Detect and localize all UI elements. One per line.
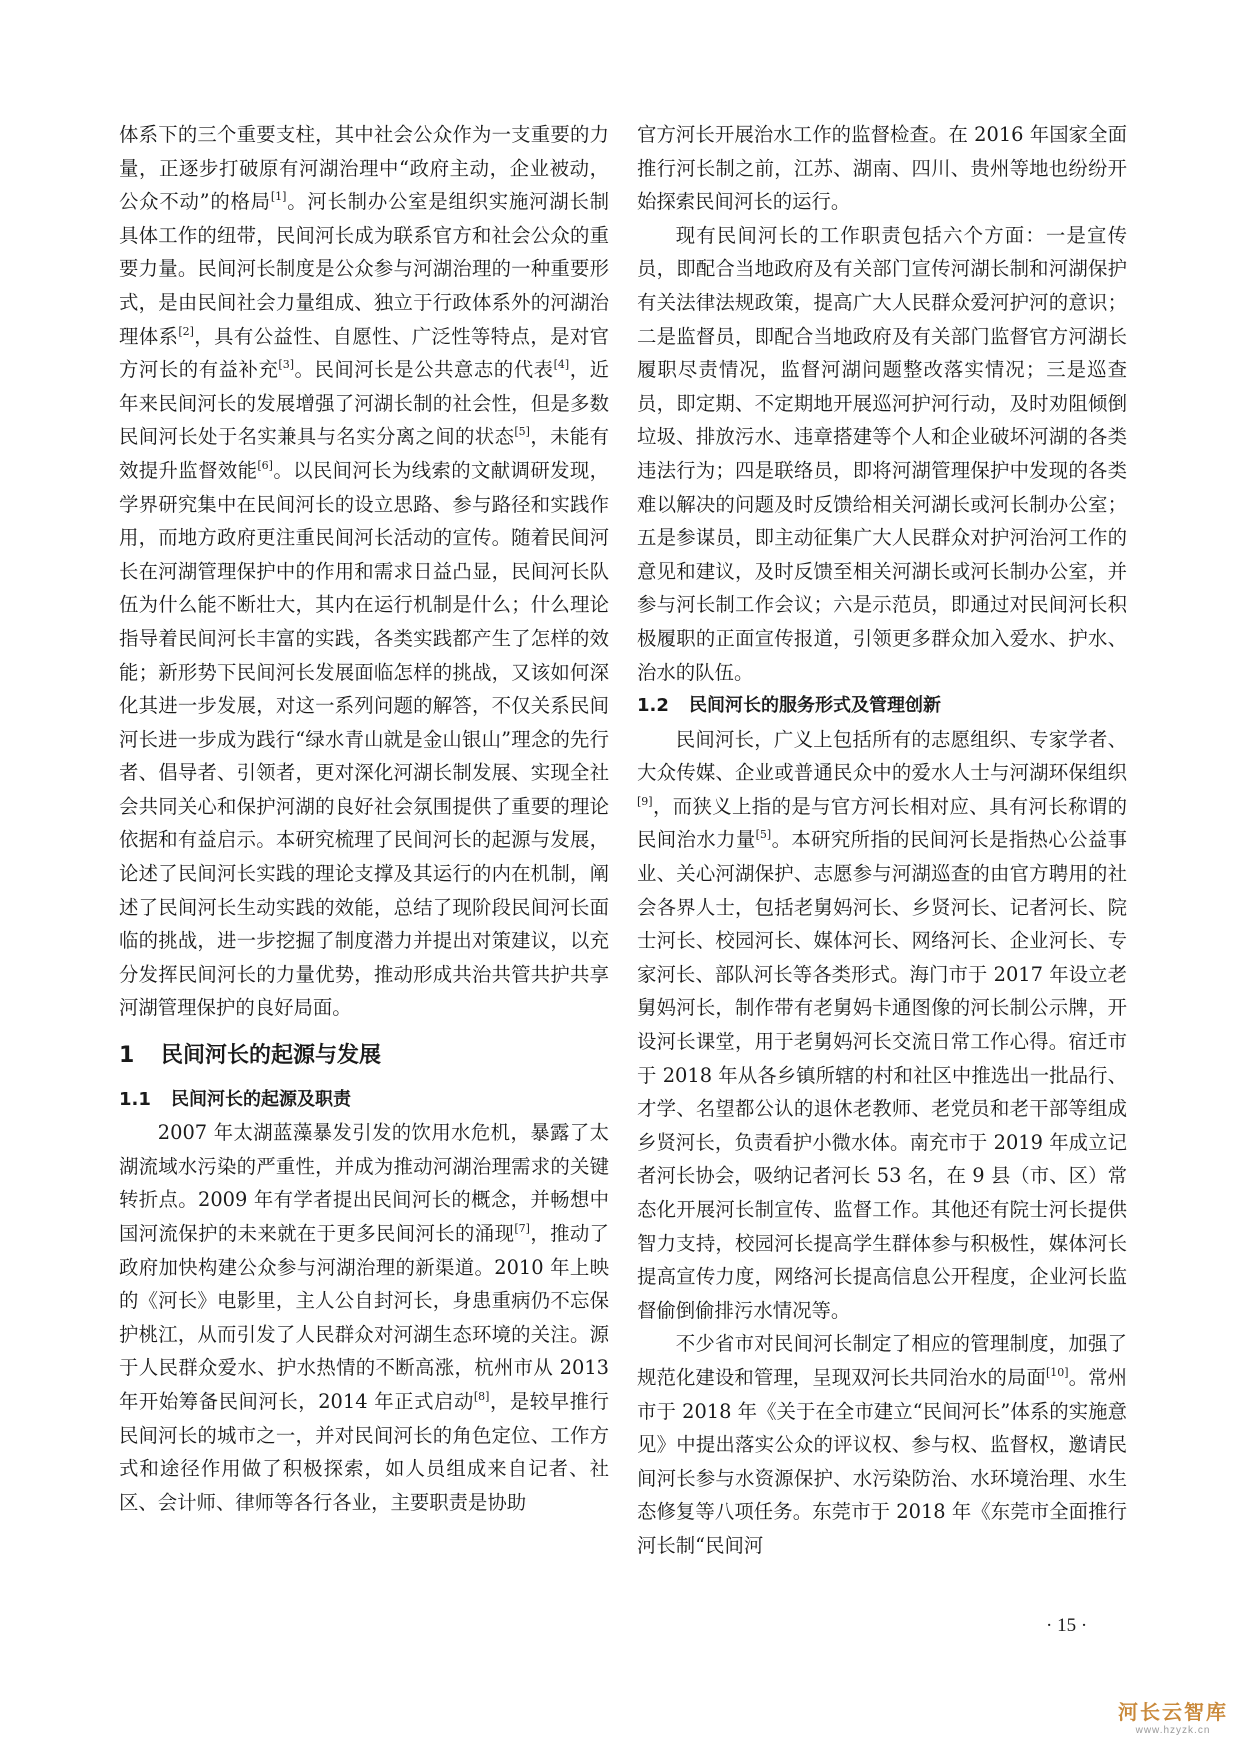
citation: [6]	[257, 458, 273, 472]
page-number: · 15 ·	[1046, 1615, 1088, 1636]
intro-paragraph: 体系下的三个重要支柱，其中社会公众作为一支重要的力量，正逐步打破原有河湖治理中“政府主动，企业被动，公众不动”的格局[1]。河长制办公室是组织实施河湖长制具体工作的纽带，民间河长成为联系官方和社会公众的重要力量。民间河长制度是公众参与河湖治理的一种重要形式，是由民间社会力量组成、独立于行政体系外的河湖治理体系[2]，具有公益性、自愿性、广泛性等特点，是对官方河长的有益补充[3]。民间河长是公共意志的代表[4]，近年来民间河长的发展增强了河湖长制的社会性，但是多数民间河长处于名实兼具与名实分离之间的状态[5]，未能有效提升监督效能[6]。以民间河长为线索的文献调研发现，学界研究集中在民间河长的设立思路、参与路径和实践作用，而地方政府更注重民间河长活动的宣传。随着民间河长在河湖管理保护中的作用和需求日益凸显，民间河长队伍为什么能不断壮大，其内在运行机制是什么；什么理论指导着民间河长丰富的实践，各类实践都产生了怎样的效能；新形势下民间河长发展面临怎样的挑战，又该如何深化其进一步发展，对这一系列问题的解答，不仅关系民间河长进一步成为践行“绿水青山就是金山银山”理念的先行者、倡导者、引领者，更对深化河湖长制发展、实现全社会共同关心和保护河湖的良好社会氛围提供了重要的理论依据和有益启示。本研究梳理了民间河长的起源与发展，论述了民间河长实践的理论支撑及其运行的内在机制，阐述了民间河长生动实践的效能，总结了现阶段民间河长面临的挑战，进一步挖掘了制度潜力并提出对策建议，以充分发挥民间河长的力量优势，推动形成共治共管共护共享河湖管理保护的良好局面。	[119, 123, 610, 1020]
citation: [2]	[178, 324, 194, 338]
right-column	[637, 118, 1127, 1563]
citation: [1]	[270, 190, 287, 204]
citation: [5]	[755, 828, 772, 842]
citation: [3]	[278, 358, 294, 372]
duties-paragraph: 现有民间河长的工作职责包括六个方面：一是宣传员，即配合当地政府及有关部门宣传河湖长制和河湖保护有关法律法规政策，提高广大人民群众爱河护河的意识；二是监督员，即配合当地政府及有关部门监督官方河湖长履职尽责情况，监督河湖问题整改落实情况；三是巡查员，即定期、不定期地开展巡河护河行动，及时劝阻倾倒垃圾、排放污水、违章搭建等个人和企业破坏河湖的各类违法行为；四是联络员，即将河湖管理保护中发现的各类难以解决的问题及时反馈给相关河湖长或河长制办公室；五是参谋员，即主动征集广大人民群众对护河治河工作的意见和建议，及时反馈至相关河湖长或河长制办公室，并参与河长制工作会议；六是示范员，即通过对民间河长积极履职的正面宣传报道，引领更多群众加入爱水、护水、治水的队伍。	[637, 223, 1127, 684]
watermark-title: 河长云智库	[1118, 1700, 1228, 1724]
management-paragraph: 不少省市对民间河长制定了相应的管理制度，加强了规范化建设和管理，呈现双河长共同治水的局面[10]。常州市于 2018 年《关于在全市建立“民间河长”体系的实施意见》中提出落实公众的评议权、参与权、监督权，邀请民间河长参与水资源保护、水污染防治、水环境治理、水生态修复等八项任务。东莞市于 2018 年《东莞市全面推行河长制“民间河	[637, 1332, 1128, 1557]
citation: [9]	[637, 794, 653, 808]
left-column	[119, 118, 609, 1519]
citation: [7]	[514, 1222, 530, 1235]
citation: [5]	[514, 425, 530, 439]
subsection-heading-1-2: 1.2 民间河长的服务形式及管理创新	[637, 695, 941, 717]
watermark-url: www.hzyzk.cn	[1135, 1725, 1211, 1736]
section-heading-1: 1 民间河长的起源与发展	[119, 1043, 382, 1069]
subsection-heading-1-1: 1.1 民间河长的起源及职责	[119, 1088, 351, 1110]
citation: [8]	[473, 1389, 490, 1403]
watermark-logo	[1118, 1696, 1228, 1736]
service-forms-paragraph: 民间河长，广义上包括所有的志愿组织、专家学者、大众传媒、企业或普通民众中的爱水人士与河湖环保组织[9]，而狭义上指的是与官方河长相对应、具有河长称谓的民间治水力量[5]。本研究所指的民间河长是指热心公益事业、关心河湖保护、志愿参与河湖巡查的由官方聘用的社会各界人士，包括老舅妈河长、乡贤河长、记者河长、院士河长、校园河长、媒体河长、网络河长、企业河长、专家河长、部队河长等各类形式。海门市于 2017 年设立老舅妈河长，制作带有老舅妈卡通图像的河长制公示牌，开设河长课堂，用于老舅妈河长交流日常工作心得。宿迁市于 2018 年从各乡镇所辖的村和社区中推选出一批品行、才学、名望都公认的退休老教师、老党员和老干部等组成乡贤河长，负责看护小微水体。南充市于 2019 年成立记者河长协会，吸纳记者河长 53 名，在 9 县（市、区）常态化开展河长制宣传、监督工作。其他还有院士河长提供智力支持，校园河长提高学生群体参与积极性，媒体河长提高宣传力度，网络河长提高信息公开程度，企业河长监督偷倒偷排污水情况等。	[637, 727, 1128, 1322]
origin-paragraph: 2007 年太湖蓝藻暴发引发的饮用水危机，暴露了太湖流域水污染的严重性，并成为推动河湖治理需求的关键转折点。2009 年有学者提出民间河长的概念，并畅想中国河流保护的未来就在于更多民间河长的涌现[7]，推动了政府加快构建公众参与河湖治理的新渠道。2010 年上映的《河长》电影里，主人公自封河长，身患重病仍不忘保护桃江，从而引发了人民群众对河湖生态环境的关注。源于人民群众爱水、护水热情的不断高涨，杭州市从 2013 年开始筹备民间河长，2014 年正式启动[8]，是较早推行民间河长的城市之一，并对民间河长的角色定位、工作方式和途径作用做了积极探索，如人员组成来自记者、社区、会计师、律师等各行各业，主要职责是协助	[119, 1121, 610, 1514]
citation: [10]	[1045, 1365, 1069, 1379]
citation: [4]	[553, 358, 570, 372]
continued-paragraph: 官方河长开展治水工作的监督检查。在 2016 年国家全面推行河长制之前，江苏、湖南、四川、贵州等地也纷纷开始探索民间河长的运行。	[637, 123, 1127, 214]
